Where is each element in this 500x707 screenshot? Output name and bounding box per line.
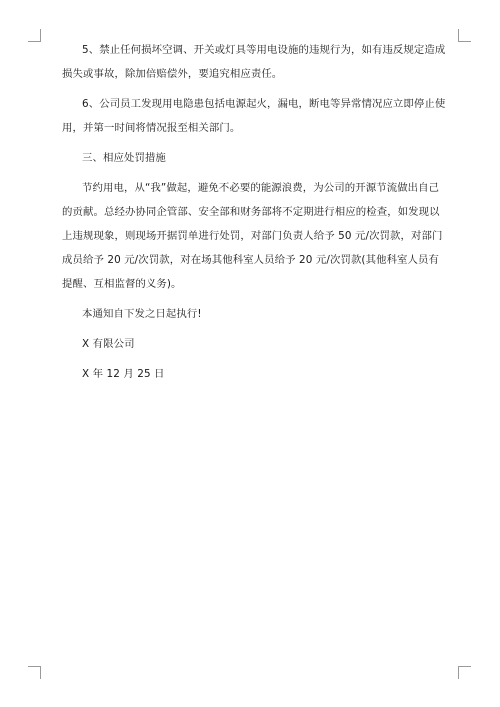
crop-mark-bottom-left	[28, 666, 41, 679]
crop-mark-bottom-right	[458, 666, 471, 679]
paragraph-item-5: 5、禁止任何损坏空调、开关或灯具等用电设施的违规行为，如有违反规定造成损失或事故，除加倍赔偿外，要追究相应责任。	[62, 44, 446, 80]
crop-mark-top-right	[458, 29, 471, 42]
company-name: X 有限公司	[82, 338, 135, 350]
section-heading: 三、相应处罚措施	[82, 152, 166, 164]
issue-date: X 年 12 月 25 日	[82, 368, 165, 380]
closing-statement: 本通知自下发之日起执行!	[82, 308, 202, 320]
document-body	[62, 38, 446, 392]
paragraph-item-6: 6、公司员工发现用电隐患包括电源起火，漏电，断电等异常情况应立即停止使用，并第一时间将情况报至相关部门。	[62, 98, 446, 134]
penalty-paragraph: 节约用电，从“我”做起，避免不必要的能源浪费，为公司的开源节流做出自己的贡献。总经办协同企管部、安全部和财务部将不定期进行相应的检查，如发现以上违规现象，则现场开据罚单进行处罚，对部门负责人给予 50 元/次罚款，对部门成员给予 20 元/次罚款，对在场其他科室人员给予 20 元/次罚款(其他科室人员有提醒、互相监督的义务)。	[62, 182, 443, 290]
crop-mark-top-left	[28, 29, 41, 42]
